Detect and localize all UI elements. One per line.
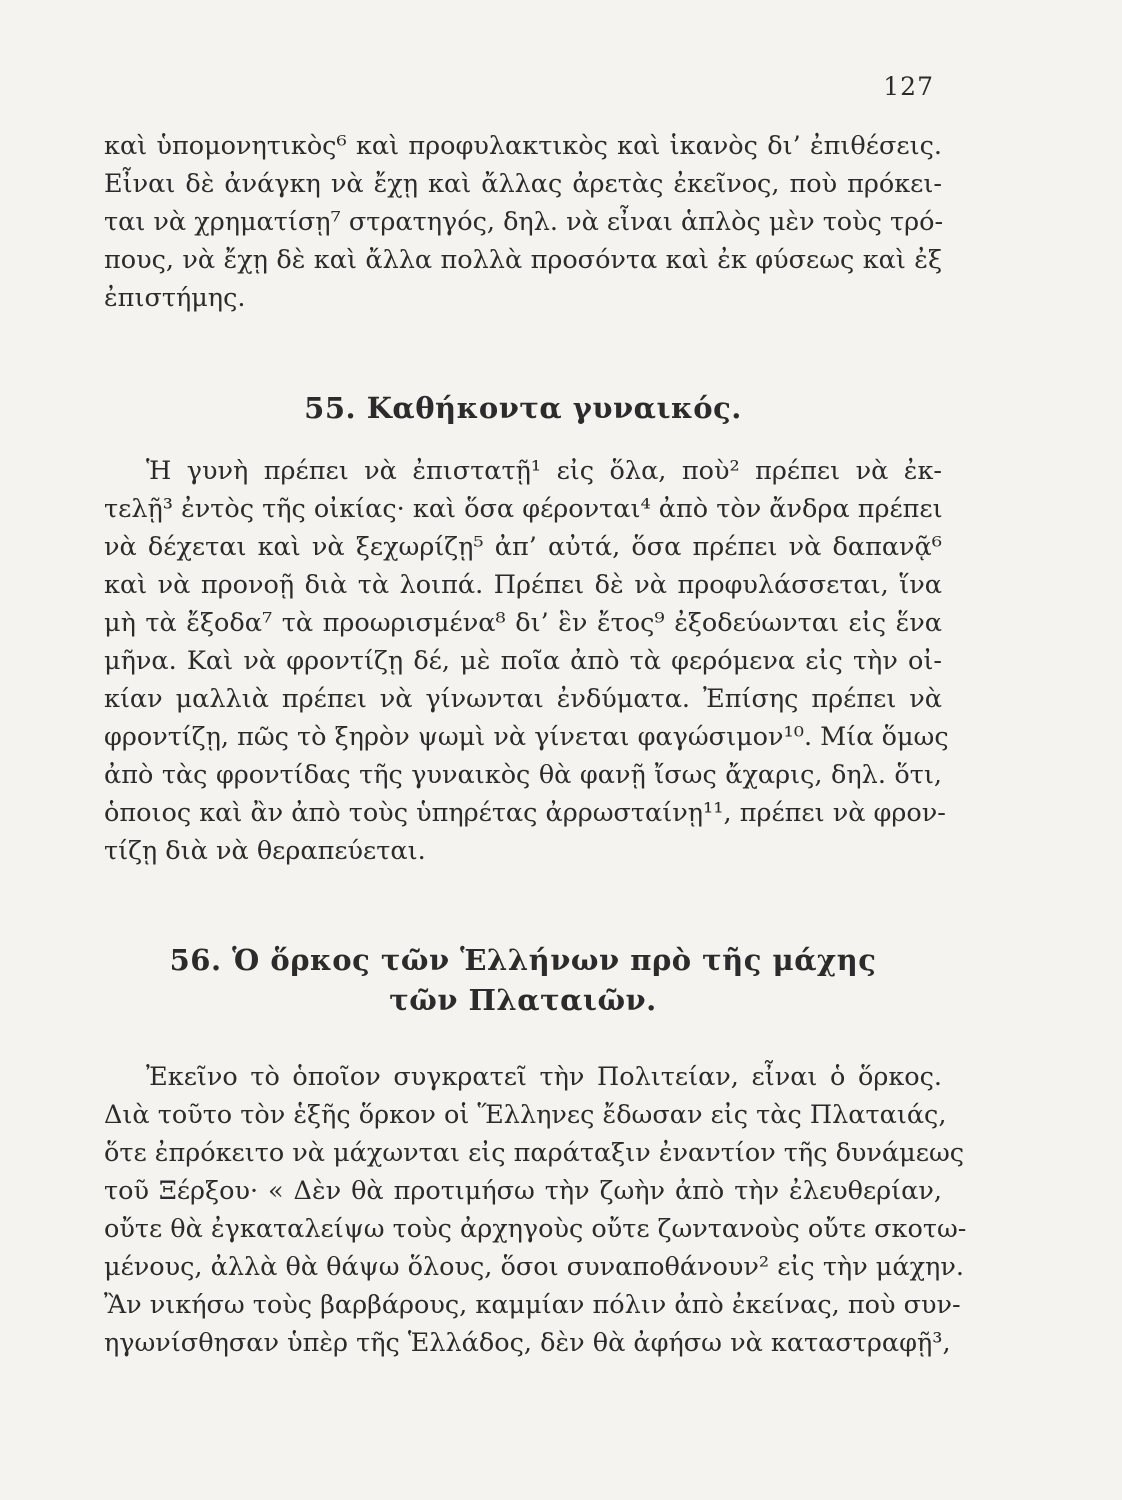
text-line: τελῇ³ ἐντὸς τῆς οἰκίας· καὶ ὅσα φέρονται⁴ ἀπὸ τὸν ἄνδρα πρέπει [104,494,943,524]
heading-line: τῶν Πλαταιῶν. [389,983,657,1017]
text-line: Ἡ γυνὴ πρέπει νὰ ἐπιστατῇ¹ εἰς ὅλα, ποὺ² πρέπει νὰ ἐκ- [146,456,942,486]
heading-line: 55. Καθήκοντα γυναικός. [304,391,742,425]
paragraph-section-56 [104,1058,967,1362]
text-line: Διὰ τοῦτο τὸν ἑξῆς ὅρκον οἱ Ἕλληνες ἔδωσαν εἰς τὰς Πλαταιάς, [104,1100,947,1130]
text-line: Εἶναι δὲ ἀνάγκη νὰ ἔχῃ καὶ ἄλλας ἀρετὰς ἐκεῖνος, ποὺ πρόκει- [104,169,942,199]
text-line: καὶ ὑπομονητικὸς⁶ καὶ προφυλακτικὸς καὶ ἱκανὸς δι’ ἐπιθέσεις. [104,131,942,161]
text-line: μὴ τὰ ἔξοδα⁷ τὰ προωρισμένα⁸ δι’ ἓν ἔτος⁹ ἐξοδεύωνται εἰς ἕνα [104,608,942,638]
text-line: Ἐκεῖνο τὸ ὁποῖον συγκρατεῖ τὴν Πολιτείαν, εἶναι ὁ ὅρκος. [146,1062,942,1092]
paragraph-section-55 [104,452,949,870]
text-line: ὁποιος καὶ ἂν ἀπὸ τοὺς ὑπηρέτας ἀρρωσταίνῃ¹¹, πρέπει νὰ φρον- [104,798,946,828]
text-line: Ἂν νικήσω τοὺς βαρβάρους, καμμίαν πόλιν ἀπὸ ἐκείνας, ποὺ συν- [104,1290,961,1320]
paragraph-continuation [104,127,942,317]
text-line: φροντίζῃ, πῶς τὸ ξηρὸν ψωμὶ νὰ γίνεται φαγώσιμον¹⁰. Μία ὅμως [104,722,949,752]
heading-line: 56. Ὁ ὅρκος τῶν Ἑλλήνων πρὸ τῆς μάχης [169,943,877,977]
text-line: μῆνα. Καὶ νὰ φροντίζῃ δέ, μὲ ποῖα ἀπὸ τὰ φερόμενα εἰς τὴν οἰ- [104,646,942,676]
text-line: ἐπιστήμης. [104,283,246,313]
text-line: κίαν μαλλιὰ πρέπει νὰ γίνωνται ἐνδύματα. Ἐπίσης πρέπει νὰ [104,684,942,714]
section-heading-56 [104,940,942,1020]
text-line: μένους, ἀλλὰ θὰ θάψω ὅλους, ὅσοι συναποθάνουν² εἰς τὴν μάχην. [104,1252,964,1282]
text-line: ηγωνίσθησαν ὑπὲρ τῆς Ἑλλάδος, δὲν θὰ ἀφήσω νὰ καταστραφῇ³, [104,1328,951,1358]
text-line: ἀπὸ τὰς φροντίδας τῆς γυναικὸς θὰ φανῇ ἴσως ἄχαρις, δηλ. ὅτι, [104,760,942,790]
text-line: νὰ δέχεται καὶ νὰ ξεχωρίζῃ⁵ ἀπ’ αὐτά, ὅσα πρέπει νὰ δαπανᾷ⁶ [104,532,942,562]
text-line: ὅτε ἐπρόκειτο νὰ μάχωνται εἰς παράταξιν ἐναντίον τῆς δυνάμεως [104,1138,965,1168]
text-line: οὔτε θὰ ἐγκαταλείψω τοὺς ἀρχηγοὺς οὔτε ζωντανοὺς οὔτε σκοτω- [104,1214,967,1244]
text-line: καὶ νὰ προνοῇ διὰ τὰ λοιπά. Πρέπει δὲ νὰ προφυλάσσεται, ἵνα [104,570,942,600]
section-heading-55 [104,388,942,428]
page-number: 127 [883,72,934,101]
text-line: τίζῃ διὰ νὰ θεραπεύεται. [104,836,426,866]
text-line: πους, νὰ ἔχῃ δὲ καὶ ἄλλα πολλὰ προσόντα καὶ ἐκ φύσεως καὶ ἐξ [104,245,942,275]
text-line: τοῦ Ξέρξου· « Δὲν θὰ προτιμήσω τὴν ζωὴν ἀπὸ τὴν ἐλευθερίαν, [104,1176,942,1206]
text-line: ται νὰ χρηματίσῃ⁷ στρατηγός, δηλ. νὰ εἶναι ἁπλὸς μὲν τοὺς τρό- [104,207,944,237]
